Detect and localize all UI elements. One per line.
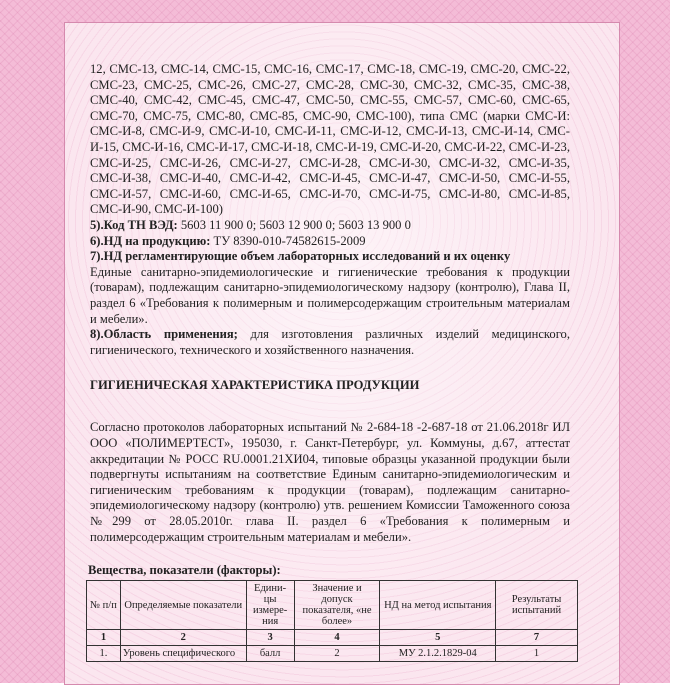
table-row <box>87 646 578 662</box>
item-8 <box>90 327 570 358</box>
table-number-cell: 5 <box>380 630 496 646</box>
table-cell: МУ 2.1.2.1829-04 <box>380 646 496 662</box>
item-6 <box>90 234 570 250</box>
table-header-cell: Значение и допуск показателя, «не более» <box>294 581 380 630</box>
table-cell: Уровень специфического <box>120 646 246 662</box>
table-number-cell: 3 <box>246 630 294 646</box>
table-cell: 1. <box>87 646 121 662</box>
item-7-label: 7).НД регламентирующие объем лабораторных исследований и их оценку <box>90 249 511 264</box>
table-cell: 1 <box>496 646 578 662</box>
item-5 <box>90 218 570 234</box>
page-edge <box>670 0 680 683</box>
table-header-row <box>87 581 578 630</box>
table-cell: 2 <box>294 646 380 662</box>
table-number-cell: 2 <box>120 630 246 646</box>
item-5-value: 5603 11 900 0; 5603 12 900 0; 5603 13 900 0 <box>177 217 411 232</box>
item-7-value: Единые санитарно-эпидемиологические и гигиенические требования к продукции (товарам), подлежащим санитарно-эпидемиологическому надзору (контролю), Глава II, раздел 6 «Требования к полимерным и полимерсодержащим строительным материалам и мебели». <box>90 264 570 326</box>
item-6-label: 6).НД на продукцию: <box>90 233 211 248</box>
item-5-label: 5).Код ТН ВЭД: <box>90 217 178 232</box>
hygiene-text: Согласно протоколов лабораторных испытаний № 2-684-18 -2-687-18 от 21.06.2018г ИЛ ООО «ПОЛИМЕРТЕСТ», 195030, г. Санкт-Петербург, ул. Коммуны, д.67, аттестат аккредитации № РОСС RU.0001.21ХИ04, типовые образцы указанной продукции были подвергнуты испытаниям на соответствие Единым санитарно-эпидемиологическим и гигиеническим требованиям к продукции (товарам), подлежащим санитарно-эпидемиологическому надзору (контролю) утв. решением Комиссии Таможенного союза №299 от 28.05.2010г. глава II. раздел 6 «Требования к полимерным и полимерсодержащим строительным материалам и мебели». <box>90 420 570 544</box>
table-header-cell: Определяемые показатели <box>120 581 246 630</box>
table-number-row <box>87 630 578 646</box>
table-number-cell: 1 <box>87 630 121 646</box>
table-header-cell: НД на метод испытания <box>380 581 496 630</box>
table-title: Вещества, показатели (факторы): <box>88 563 281 577</box>
table-number-cell: 7 <box>496 630 578 646</box>
table-header-cell: Едини-цы измере-ния <box>246 581 294 630</box>
document-body <box>90 62 570 545</box>
item-6-value: ТУ 8390-010-74582615-2009 <box>210 233 366 248</box>
table-cell: балл <box>246 646 294 662</box>
table-header-cell: Результаты испытаний <box>496 581 578 630</box>
table-header-cell: № п/п <box>87 581 121 630</box>
table-number-cell: 4 <box>294 630 380 646</box>
indicators-table <box>86 580 578 662</box>
product-list-paragraph: 12, СМС-13, СМС-14, СМС-15, СМС-16, СМС-17, СМС-18, СМС-19, СМС-20, СМС-22, СМС-23, СМС-25, СМС-26, СМС-27, СМС-28, СМС-30, СМС-32, СМС-35, СМС-38, СМС-40, СМС-42, СМС-45, СМС-47, СМС-50, СМС-55, СМС-57, СМС-60, СМС-65, СМС-70, СМС-75, СМС-80, СМС-85, СМС-90, СМС-100), типа СМС (марки СМС-И: СМС-И-8, СМС-И-9, СМС-И-10, СМС-И-11, СМС-И-12, СМС-И-13, СМС-И-14, СМС-И-15, СМС-И-16, СМС-И-17, СМС-И-18, СМС-И-19, СМС-И-20, СМС-И-22, СМС-И-23, СМС-И-25, СМС-И-26, СМС-И-27, СМС-И-28, СМС-И-30, СМС-И-32, СМС-И-35, СМС-И-38, СМС-И-40, СМС-И-42, СМС-И-45, СМС-И-47, СМС-И-50, СМС-И-55, СМС-И-57, СМС-И-60, СМС-И-65, СМС-И-70, СМС-И-75, СМС-И-80, СМС-И-85, СМС-И-90, СМС-И-100) <box>90 62 570 217</box>
hygiene-title: ГИГИЕНИЧЕСКАЯ ХАРАКТЕРИСТИКА ПРОДУКЦИИ <box>90 378 420 393</box>
item-8-value: для изготовления различных изделий медицинского, гигиенического, технического и хозяйственного назначения. <box>90 327 570 357</box>
item-8-label: 8).Область применения; <box>90 327 238 342</box>
